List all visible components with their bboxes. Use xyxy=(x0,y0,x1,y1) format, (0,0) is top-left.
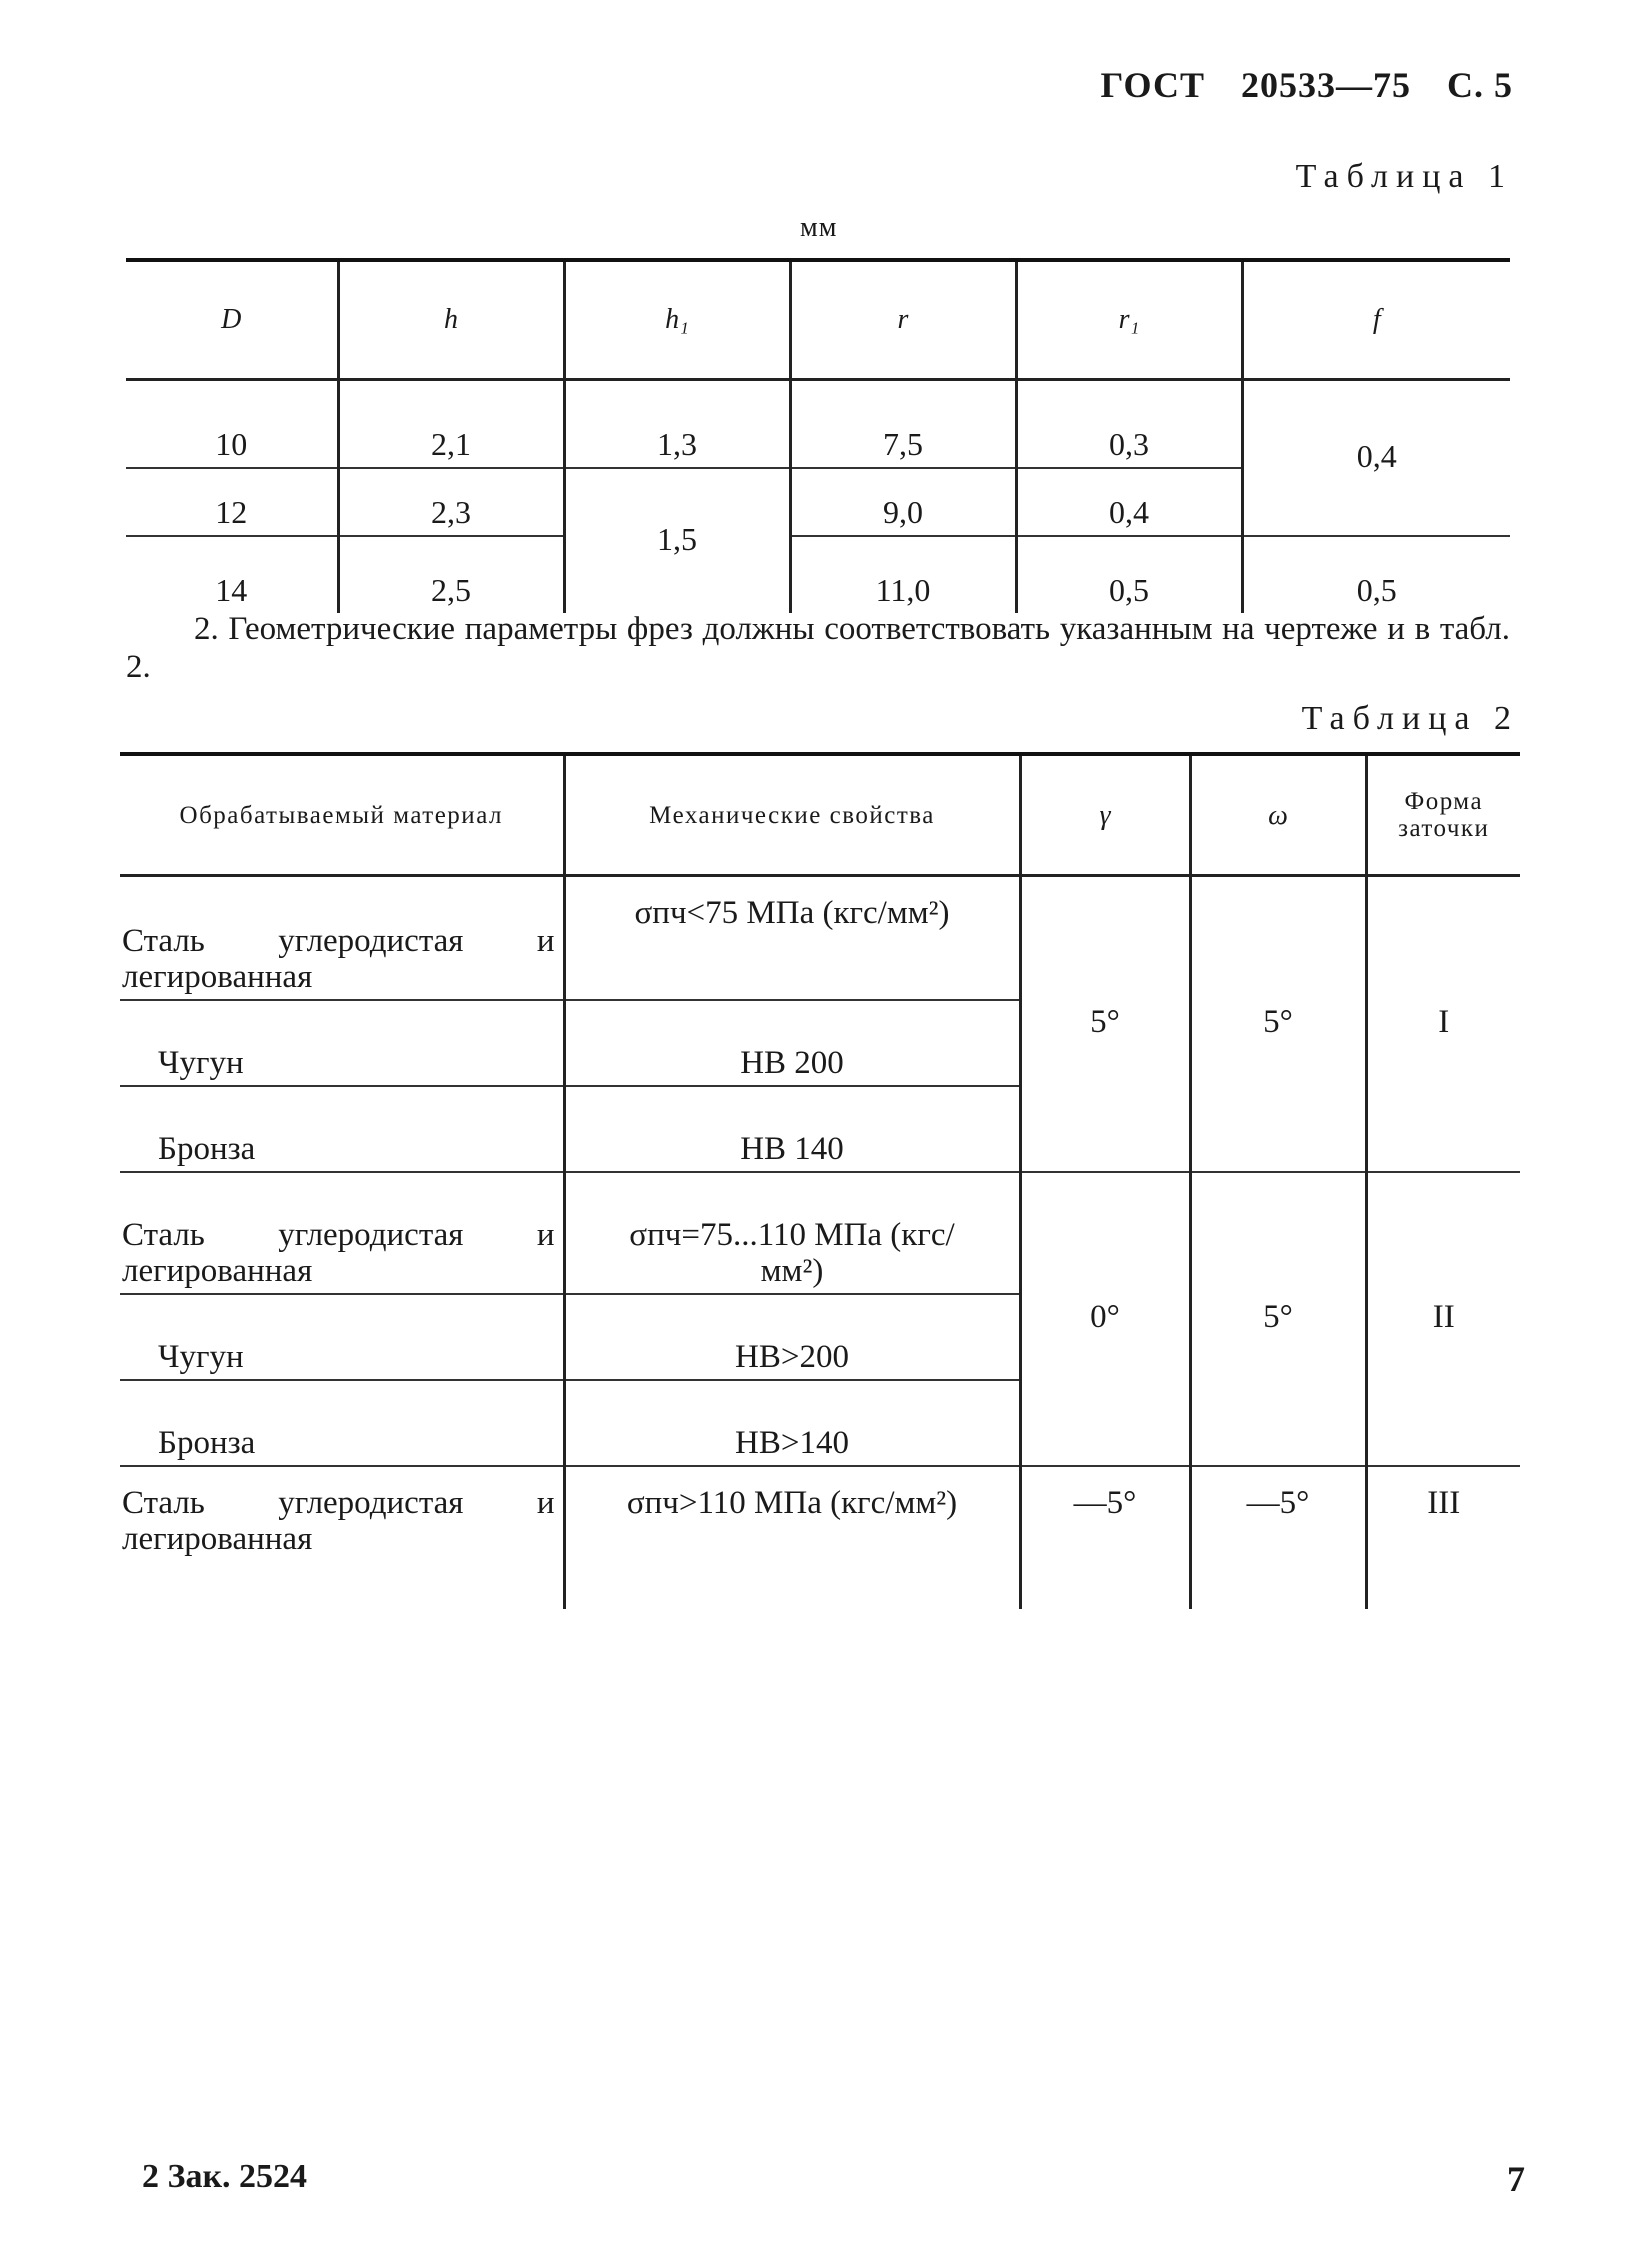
page-number: 7 xyxy=(1507,2159,1525,2199)
table2-cell-omega: —5° xyxy=(1190,1466,1366,1609)
table1-cell-r: 11,0 xyxy=(790,536,1016,613)
table2-cell-material: Бронза xyxy=(120,1380,564,1466)
table2-col-gamma: γ xyxy=(1020,754,1190,876)
table1-cell-r1: 0,4 xyxy=(1016,468,1242,536)
table2-caption: Таблица 2 xyxy=(1301,700,1519,737)
table2-col-omega: ω xyxy=(1190,754,1366,876)
header-page: С. 5 xyxy=(1447,65,1513,105)
table1-cell-h1: 1,3 xyxy=(564,380,790,469)
table2-col-form: Форма заточки xyxy=(1366,754,1520,876)
table1-col-d: D xyxy=(126,260,338,380)
table1-cell-r: 7,5 xyxy=(790,380,1016,469)
paragraph-2: 2. Геометрические параметры фрез должны соответствовать указанным на чертеже и в табл. 2. xyxy=(126,611,1510,685)
table1-cell-d: 10 xyxy=(126,380,338,469)
table2-cell-properties: НВ>200 xyxy=(564,1294,1020,1380)
table2-cell-properties: σпч>110 МПа (кгс/мм²) xyxy=(564,1466,1020,1609)
table-2 xyxy=(120,752,1520,1609)
table-1 xyxy=(126,258,1510,613)
table1-col-f: f xyxy=(1242,260,1510,380)
table1-col-h1: h₁ xyxy=(564,260,790,380)
table2-col-properties: Механические свойства xyxy=(564,754,1020,876)
table2-cell-form: II xyxy=(1366,1172,1520,1466)
table2-cell-material: Чугун xyxy=(120,1294,564,1380)
table2-cell-gamma: 5° xyxy=(1020,876,1190,1173)
table2-cell-material: Сталь углеродистая и легированная xyxy=(120,1172,564,1294)
table-row xyxy=(126,536,1510,613)
table2-header-row xyxy=(120,754,1520,876)
table1-cell-h1-merged: 1,5 xyxy=(564,468,790,613)
table2-cell-material: Сталь углеродистая и легированная xyxy=(122,1485,555,1557)
standard-label: ГОСТ xyxy=(1100,65,1205,105)
table1-cell-f-merged: 0,4 xyxy=(1242,380,1510,537)
table2-cell-material: Бронза xyxy=(120,1086,564,1172)
table1-cell-r: 9,0 xyxy=(790,468,1016,536)
table1-cell-d: 14 xyxy=(215,572,248,608)
table1-cell-h: 2,5 xyxy=(338,536,564,613)
table-row xyxy=(126,380,1510,469)
table1-header-row xyxy=(126,260,1510,380)
table2-cell-properties: НВ 140 xyxy=(564,1086,1020,1172)
table-row xyxy=(120,1172,1520,1294)
page-header xyxy=(1065,64,1513,106)
table2-cell-properties: σпч<75 МПа (кгс/мм²) xyxy=(564,876,1020,1001)
table1-col-r1: r₁ xyxy=(1016,260,1242,380)
table1-cell-h: 2,1 xyxy=(338,380,564,469)
table2-cell-form: III xyxy=(1366,1466,1520,1609)
order-number: 2 Зак. 2524 xyxy=(142,2158,308,2195)
table2-cell-omega: 5° xyxy=(1190,1172,1366,1466)
table2-col-material: Обрабатываемый материал xyxy=(120,754,564,876)
standard-number: 20533—75 xyxy=(1241,65,1411,105)
table1-caption: Таблица 1 xyxy=(1295,158,1513,195)
table2-cell-form: I xyxy=(1366,876,1520,1173)
table2-cell-material: Чугун xyxy=(120,1000,564,1086)
table2-cell-gamma: 0° xyxy=(1020,1172,1190,1466)
table1-cell-f: 0,5 xyxy=(1242,536,1510,613)
table1-col-r: r xyxy=(790,260,1016,380)
table2-cell-properties: НВ>140 xyxy=(564,1380,1020,1466)
table1-cell-r1: 0,5 xyxy=(1016,536,1242,613)
table1-col-h: h xyxy=(338,260,564,380)
table1-cell-d: 12 xyxy=(126,468,338,536)
table2-cell-omega: 5° xyxy=(1190,876,1366,1173)
table2-cell-gamma: —5° xyxy=(1020,1466,1190,1609)
table-row xyxy=(120,876,1520,1001)
table2-cell-material: Сталь углеродистая и легированная xyxy=(120,876,564,1001)
table1-cell-h: 2,3 xyxy=(338,468,564,536)
table2-cell-properties: σпч=75...110 МПа (кгс/мм²) xyxy=(564,1172,1020,1294)
table2-cell-properties: НВ 200 xyxy=(564,1000,1020,1086)
table1-cell-r1: 0,3 xyxy=(1016,380,1242,469)
table1-units: мм xyxy=(800,212,838,243)
table-row xyxy=(120,1466,1520,1609)
